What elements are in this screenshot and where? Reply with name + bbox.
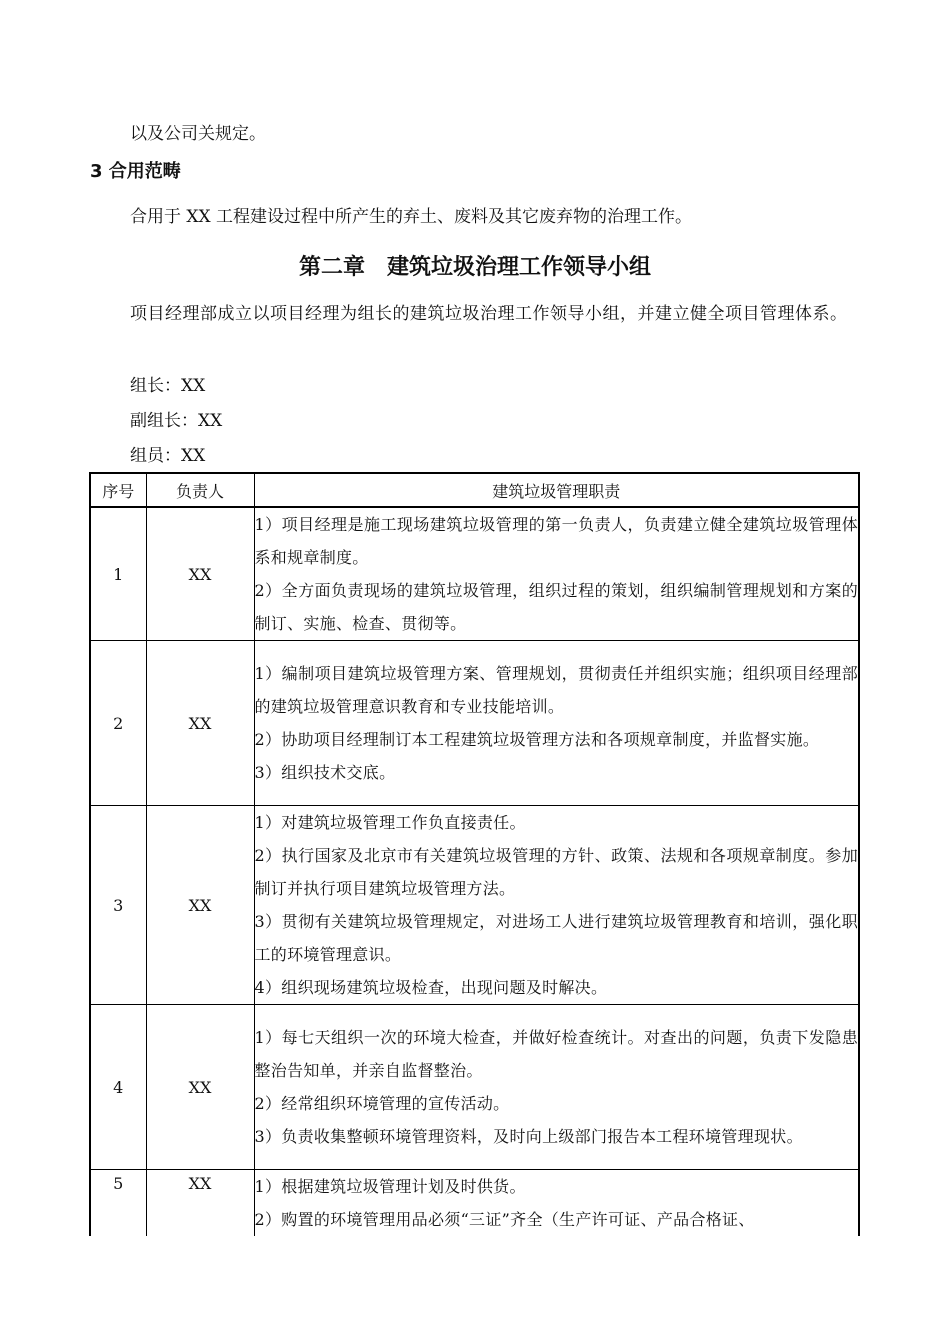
- duty-item: 1）对建筑垃圾管理工作负直接责任。: [254, 813, 526, 832]
- duty-item: 3）负责收集整顿环境管理资料，及时向上级部门报告本工程环境管理现状。: [254, 1127, 803, 1146]
- table-row: [90, 1170, 859, 1237]
- row-person: XX: [146, 641, 254, 806]
- chapter-2-paragraph: 项目经理部成立以项目经理为组长的建筑垃圾治理工作领导小组，并建立健全项目管理体系。: [130, 304, 848, 324]
- table-header-row: [90, 473, 859, 507]
- table-row: [90, 507, 859, 641]
- duty-item: 2）全方面负责现场的建筑垃圾管理，组织过程的策划，组织编制管理规划和方案的制订、实施、检查、贯彻等。: [254, 581, 858, 633]
- duty-item: 2）协助项目经理制订本工程建筑垃圾管理方法和各项规章制度，并监督实施。: [254, 730, 820, 749]
- duty-item: 3）贯彻有关建筑垃圾管理规定，对进场工人进行建筑垃圾管理教育和培训，强化职工的环境管理意识。: [254, 912, 858, 964]
- row-number: 4: [90, 1005, 146, 1170]
- intro-tail-text: 以及公司关规定。: [130, 124, 266, 144]
- chapter-2-title: 第二章 建筑垃圾治理工作领导小组: [298, 255, 651, 280]
- duty-item: 3）组织技术交底。: [254, 763, 396, 782]
- row-number: 2: [90, 641, 146, 806]
- header-person: 负责人: [146, 473, 254, 507]
- row-number: 1: [90, 507, 146, 641]
- duty-item: 4）组织现场建筑垃圾检查，出现问题及时解决。: [254, 978, 608, 997]
- row-person: XX: [146, 806, 254, 1005]
- row-person: XX: [146, 507, 254, 641]
- duty-item: 2）购置的环境管理用品必须“三证”齐全（生产许可证、产品合格证、: [254, 1210, 755, 1229]
- row-person: XX: [146, 1170, 254, 1237]
- row-duties: [254, 1170, 859, 1237]
- row-duties: [254, 641, 859, 806]
- member-line: 组员：XX: [130, 446, 206, 466]
- duty-item: 1）每七天组织一次的环境大检查，并做好检查统计。对查出的问题，负责下发隐患整治告知单，并亲自监督整治。: [254, 1028, 858, 1080]
- deputy-leader-line: 副组长：XX: [130, 411, 223, 431]
- section-3-heading: 3 合用范畴: [90, 161, 181, 182]
- section-3-body: 合用于 XX 工程建设过程中所产生的弃土、废料及其它废弃物的治理工作。: [130, 207, 693, 227]
- header-duties: 建筑垃圾管理职责: [254, 473, 859, 507]
- table-row: [90, 1005, 859, 1170]
- duty-item: 1）项目经理是施工现场建筑垃圾管理的第一负责人，负责建立健全建筑垃圾管理体系和规章制度。: [254, 515, 858, 567]
- duty-item: 2）执行国家及北京市有关建筑垃圾管理的方针、政策、法规和各项规章制度。参加制订并执行项目建筑垃圾管理方法。: [254, 846, 858, 898]
- row-duties: [254, 806, 859, 1005]
- row-person: XX: [146, 1005, 254, 1170]
- row-number: 5: [90, 1170, 146, 1237]
- duty-item: 2）经常组织环境管理的宣传活动。: [254, 1094, 510, 1113]
- row-duties: [254, 1005, 859, 1170]
- duty-table: [89, 472, 860, 1236]
- duty-item: 1）根据建筑垃圾管理计划及时供货。: [254, 1177, 526, 1196]
- row-number: 3: [90, 806, 146, 1005]
- table-row: [90, 806, 859, 1005]
- leader-line: 组长：XX: [130, 376, 206, 396]
- row-duties: [254, 507, 859, 641]
- table-row: [90, 641, 859, 806]
- duty-item: 1）编制项目建筑垃圾管理方案、管理规划，贯彻责任并组织实施；组织项目经理部的建筑垃圾管理意识教育和专业技能培训。: [254, 664, 858, 716]
- header-number: 序号: [90, 473, 146, 507]
